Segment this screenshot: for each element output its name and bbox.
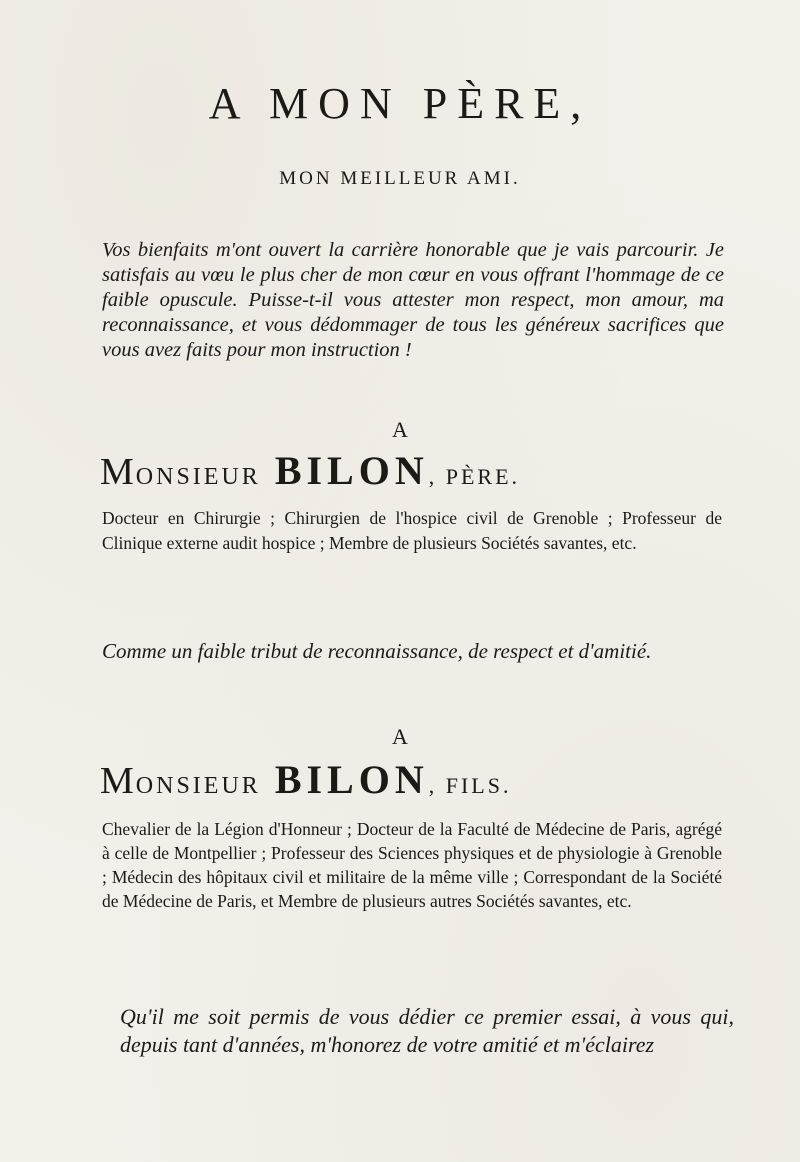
addressee-relation: , FILS.: [428, 773, 512, 798]
salutation-rest: ONSIEUR: [135, 464, 261, 490]
dedication-a-label-son: A: [392, 724, 408, 749]
addressee-bio-father: Docteur en Chirurgie ; Chirurgien de l'hospice civil de Grenoble ; Professeur de Clinique externe audit hospice ; Membre de plusieurs Sociétés savantes, etc.: [102, 508, 722, 553]
addressee-relation: , PÈRE.: [428, 464, 521, 489]
salutation-initial: M: [100, 760, 136, 802]
tribute-line: Comme un faible tribut de reconnaissance, de respect et d'amitié.: [102, 639, 652, 663]
dedication-paragraph-son: Qu'il me soit permis de vous dédier ce premier essai, à vous qui, depuis tant d'années, m'honorez de votre amitié et m'éclairez: [120, 1004, 734, 1057]
addressee-heading-father: [100, 447, 730, 494]
addressee-surname: BILON: [274, 448, 429, 493]
addressee-surname: BILON: [274, 757, 429, 802]
dedication-a-label-father: A: [392, 417, 408, 442]
addressee-bio-son: Chevalier de la Légion d'Honneur ; Docteur de la Faculté de Médecine de Paris, agrégé à celle de Montpellier ; Professeur des Sciences physiques et de physiologie à Grenoble ; Médecin des hôpitaux civil et militaire de la même ville ; Correspondant de la Société de Médecine de Paris, et Membre de plusieurs autres Sociétés savantes, etc.: [102, 819, 722, 911]
page-title: A MON PÈRE,: [208, 79, 592, 128]
salutation-rest: ONSIEUR: [135, 773, 261, 799]
addressee-heading-son: [100, 756, 730, 803]
salutation-initial: M: [100, 451, 136, 493]
page-subtitle: MON MEILLEUR AMI.: [279, 168, 521, 189]
dedication-paragraph-father: Vos bienfaits m'ont ouvert la carrière honorable que je vais parcourir. Je satisfais au vœu le plus cher de mon cœur en vous offrant l'hommage de ce faible opuscule. Puisse-t-il vous attester mon respect, mon amour, ma reconnaissance, et vous dédommager de tous les généreux sacrifices que vous avez faits pour mon instruction !: [102, 239, 724, 361]
